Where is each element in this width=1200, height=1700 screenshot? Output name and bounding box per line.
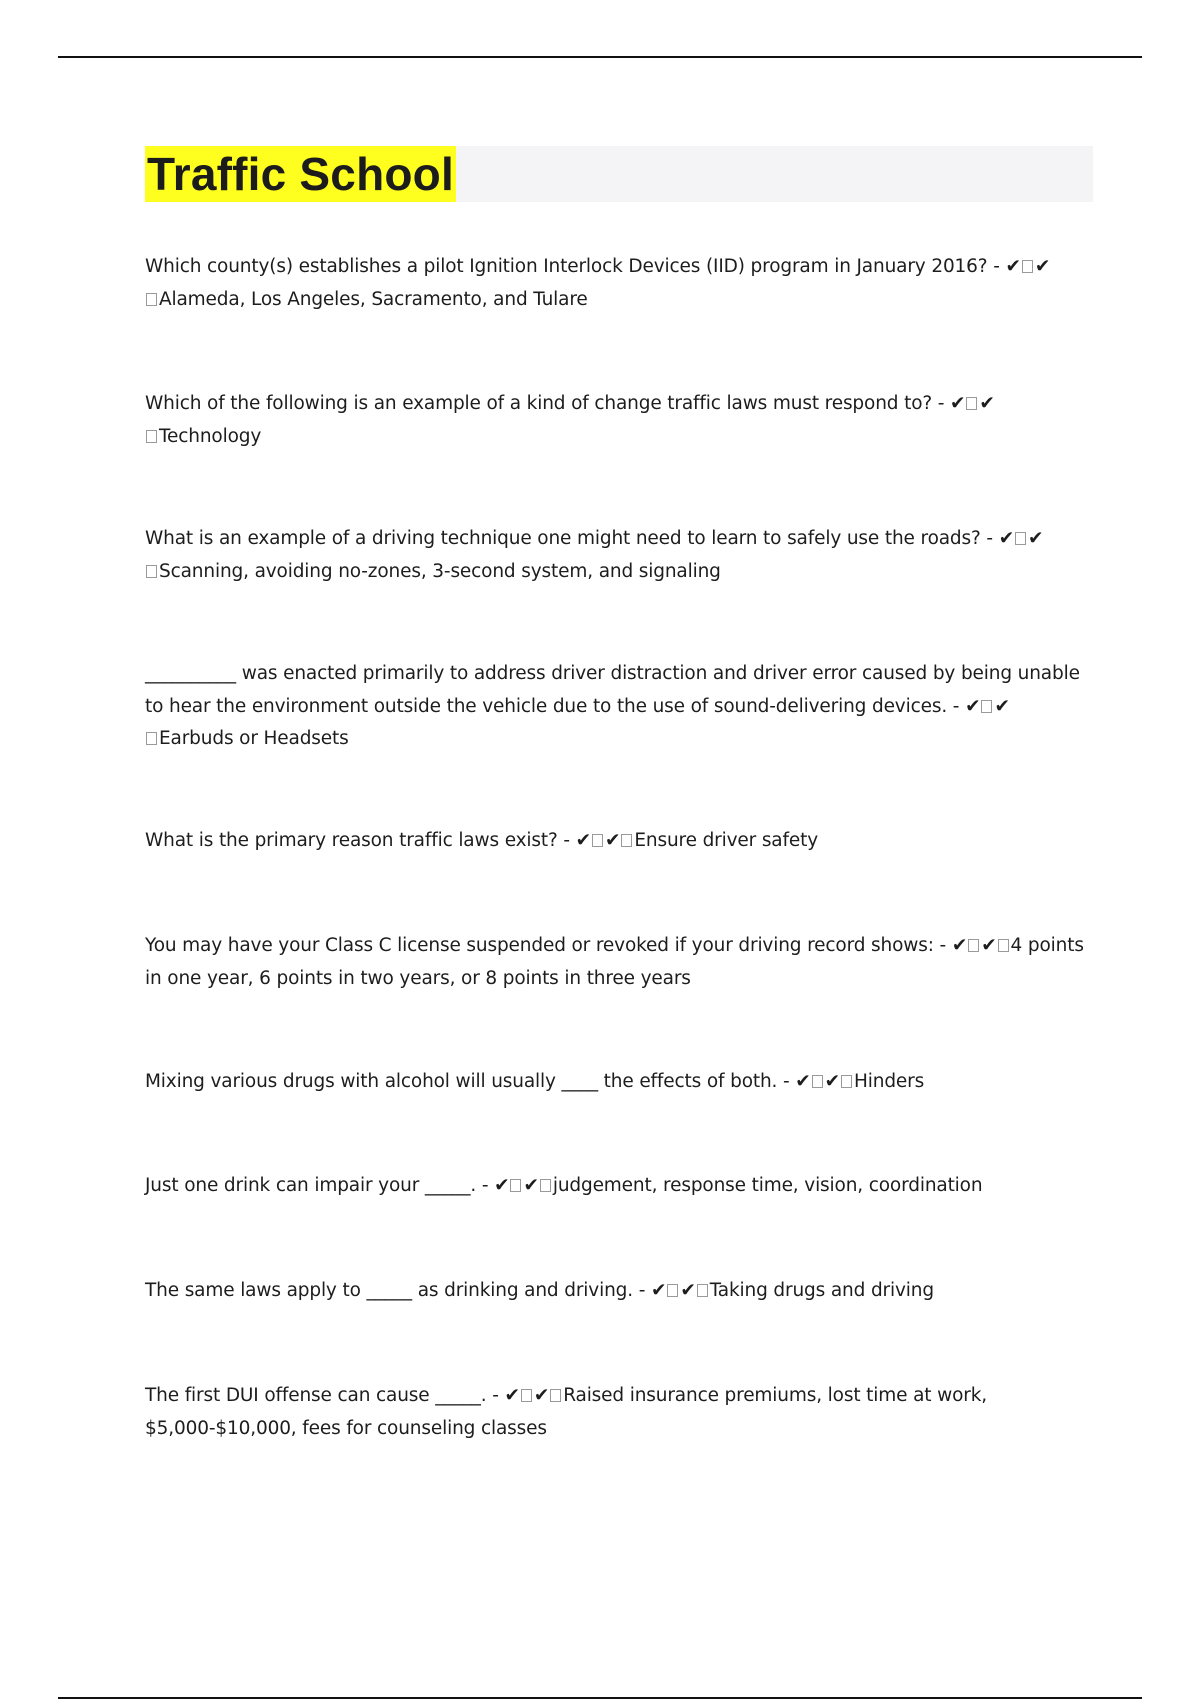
separator: -: [486, 1385, 505, 1406]
separator: -: [987, 256, 1006, 277]
checkbox-glyph-icon: [621, 834, 632, 847]
qa-item-10: [145, 1380, 1095, 1445]
check-icon: ✔: [824, 1071, 841, 1092]
qa-item-1: [145, 251, 1095, 316]
check-icon: ✔: [533, 1385, 550, 1406]
footer-rule: [58, 1697, 1142, 1699]
checkbox-glyph-icon: [592, 834, 603, 847]
separator: -: [557, 830, 576, 851]
checkbox-glyph-icon: [550, 1389, 561, 1402]
check-icon: ✔: [650, 1280, 667, 1301]
qa-item-6: [145, 930, 1095, 995]
checkbox-glyph-icon: [146, 430, 157, 443]
question-text: Mixing various drugs with alcohol will usually ____ the effects of both.: [145, 1071, 778, 1092]
separator: -: [980, 528, 999, 549]
check-icon: ✔: [575, 830, 592, 851]
question-text: The same laws apply to _____ as drinking and driving.: [145, 1280, 633, 1301]
question-text: The first DUI offense can cause _____.: [145, 1385, 487, 1406]
check-icon: ✔: [504, 1385, 520, 1406]
check-icon: ✔: [680, 1280, 696, 1301]
check-icon: ✔: [951, 935, 968, 956]
separator: -: [932, 393, 951, 414]
qa-item-3: [145, 523, 1095, 588]
checkbox-glyph-icon: [697, 1284, 708, 1297]
question-text: Which county(s) establishes a pilot Ignition Interlock Devices (IID) program in January 2016?: [145, 256, 988, 277]
checkbox-glyph-icon: [146, 565, 157, 578]
answer-text: Hinders: [854, 1071, 925, 1092]
check-icon: ✔: [1034, 256, 1051, 277]
answer-text: Taking drugs and driving: [709, 1280, 934, 1301]
qa-item-9: [145, 1275, 1095, 1308]
question-text: What is the primary reason traffic laws exist?: [145, 830, 558, 851]
header-rule: [58, 56, 1142, 58]
separator: -: [476, 1175, 495, 1196]
checkbox-glyph-icon: [540, 1179, 551, 1192]
checkbox-glyph-icon: [966, 397, 977, 410]
answer-text: Ensure driver safety: [634, 830, 818, 851]
check-icon: ✔: [981, 935, 997, 956]
check-icon: ✔: [965, 695, 981, 717]
checkbox-glyph-icon: [1022, 260, 1033, 273]
check-icon: ✔: [494, 1175, 510, 1196]
qa-item-4: [145, 658, 1095, 756]
qa-item-8: [145, 1170, 1095, 1203]
checkbox-glyph-icon: [510, 1179, 521, 1192]
checkbox-glyph-icon: [968, 939, 979, 952]
check-icon: ✔: [1028, 528, 1044, 549]
answer-text: judgement, response time, vision, coordination: [552, 1175, 983, 1196]
checkbox-glyph-icon: [146, 732, 157, 745]
checkbox-glyph-icon: [521, 1389, 532, 1402]
checkbox-glyph-icon: [981, 700, 992, 713]
qa-item-2: [145, 388, 1095, 453]
checkbox-glyph-icon: [667, 1284, 678, 1297]
qa-item-5: [145, 825, 1095, 858]
question-text: Which of the following is an example of a kind of change traffic laws must respond to?: [145, 393, 933, 414]
check-icon: ✔: [1005, 256, 1021, 277]
separator: -: [933, 935, 952, 956]
check-icon: ✔: [950, 393, 966, 414]
answer-text: Scanning, avoiding no-zones, 3-second system, and signaling: [159, 560, 721, 582]
question-text: What is an example of a driving technique one might need to learn to safely use the roads?: [145, 528, 981, 549]
answer-text: Earbuds or Headsets: [159, 728, 349, 749]
separator: -: [777, 1071, 796, 1092]
checkbox-glyph-icon: [998, 939, 1009, 952]
question-text: Just one drink can impair your _____.: [145, 1175, 477, 1196]
answer-text: 4 points in one year, 6 points in two years, or 8 points in three years: [145, 935, 1084, 989]
checkbox-glyph-icon: [146, 293, 157, 306]
question-text: You may have your Class C license suspended or revoked if your driving record shows:: [145, 935, 934, 956]
answer-text: Technology: [159, 425, 262, 447]
check-icon: ✔: [523, 1175, 539, 1196]
checkbox-glyph-icon: [1015, 532, 1026, 545]
answer-text: Alameda, Los Angeles, Sacramento, and Tulare: [159, 288, 588, 310]
check-icon: ✔: [994, 695, 1010, 717]
document-title: Traffic School: [147, 148, 454, 200]
check-icon: ✔: [979, 393, 995, 414]
checkbox-glyph-icon: [812, 1075, 823, 1088]
check-icon: ✔: [605, 830, 621, 851]
qa-item-7: [145, 1066, 1095, 1099]
separator: -: [632, 1280, 651, 1301]
check-icon: ✔: [998, 528, 1015, 549]
question-text: __________ was enacted primarily to address driver distraction and driver error caused by being unable to hear the environment outside the vehicle due to the use of sound-delivering devices.: [145, 663, 1080, 717]
separator: -: [947, 695, 966, 717]
check-icon: ✔: [795, 1071, 811, 1092]
answer-text: Raised insurance premiums, lost time at work, $5,000-$10,000, fees for counseling classes: [145, 1385, 988, 1439]
checkbox-glyph-icon: [841, 1075, 852, 1088]
